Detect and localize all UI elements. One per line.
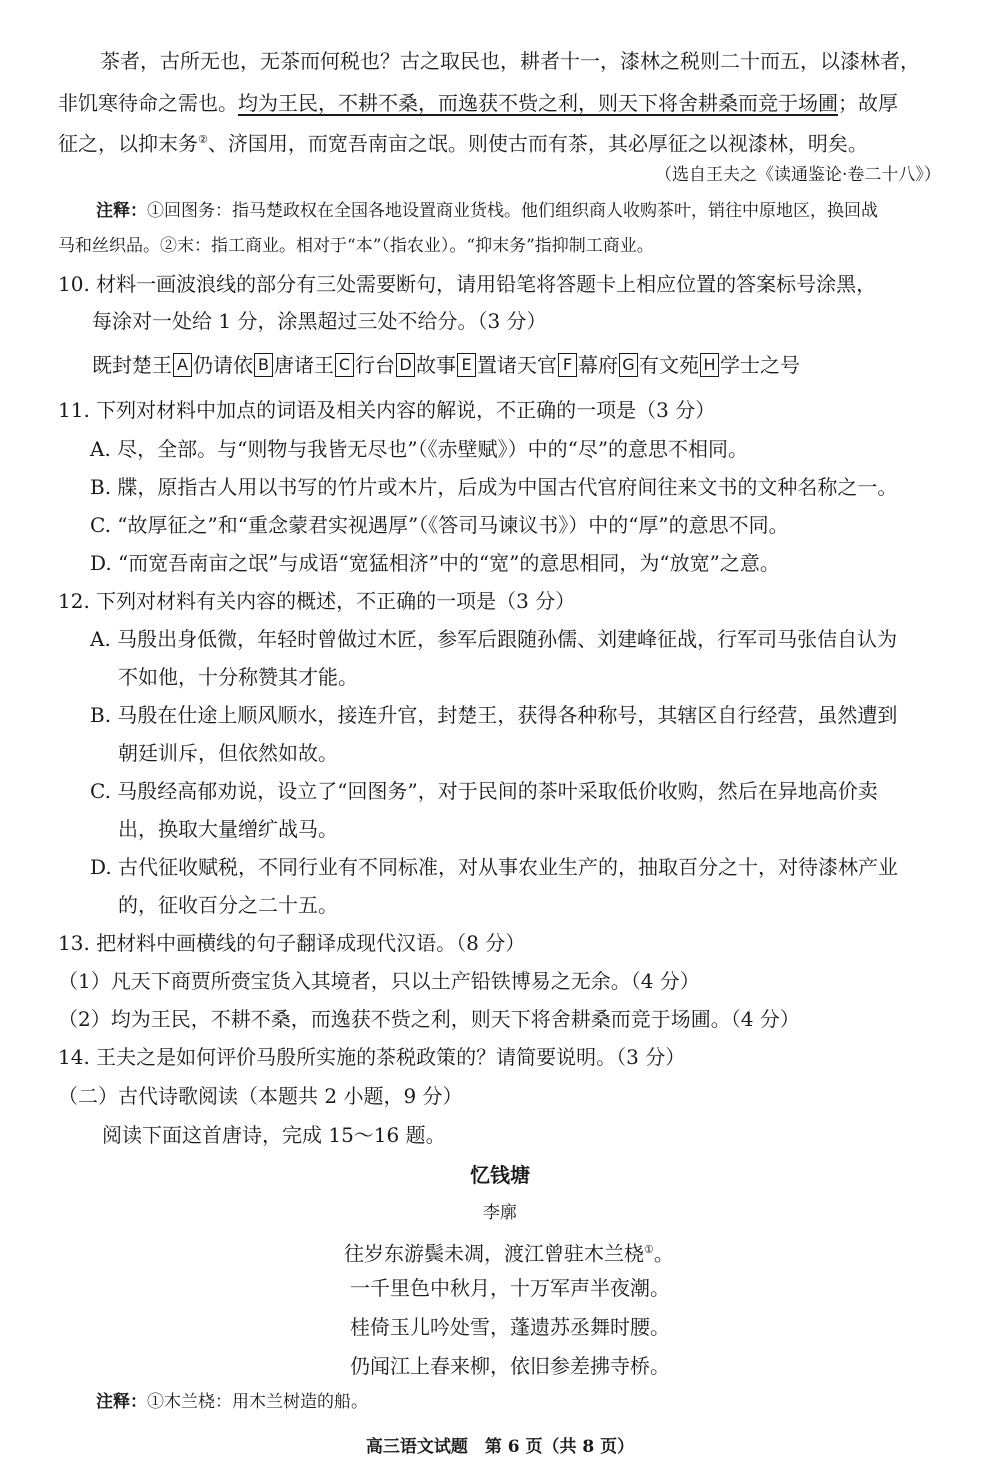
answer-mark-box[interactable]: D: [396, 353, 415, 377]
q10-stem-line-2: 每涂对一处给 1 分，涂黑超过三处不给分。（3 分）: [92, 309, 547, 333]
q10-segment: 有文苑: [639, 353, 699, 377]
poem-note: 注释：①木兰桡：用木兰树造的船。: [96, 1392, 368, 1412]
q13-sentence-1: （1）凡天下商贾所赍宝货入其境者，只以土产铅铁博易之无余。（4 分）: [58, 969, 700, 993]
answer-mark-box[interactable]: E: [457, 353, 476, 377]
poem-line-2: 一千里色中秋月，十万军声半夜潮。: [350, 1276, 670, 1300]
passage-line-1: 茶者，古所无也，无茶而何税也？古之取民也，耕者十一，漆林之税则二十而五，以漆林者，: [100, 49, 920, 73]
poem-line-1: 往岁东游鬓未凋，渡江曾驻木兰桡①。: [344, 1241, 674, 1266]
poem-note-label: 注释：: [96, 1392, 147, 1412]
q10-segment: 唐诸王: [274, 353, 334, 377]
q14-stem: 14. 王夫之是如何评价马殷所实施的茶税政策的？请简要说明。（3 分）: [58, 1045, 686, 1069]
notes-label: 注释：: [96, 201, 147, 221]
q10-segment: 故事: [416, 353, 456, 377]
q12-stem: 12. 下列对材料有关内容的概述，不正确的一项是（3 分）: [58, 589, 576, 613]
passage-source: （选自王夫之《读通鉴论·卷二十八》）: [655, 165, 941, 185]
answer-mark-box[interactable]: G: [619, 353, 638, 377]
q12-option-b-line-2: 朝廷训斥，但依然如故。: [118, 741, 338, 765]
page-footer: 高三语文试题 第 6 页（共 8 页）: [365, 1437, 635, 1457]
poem-author: 李廓: [483, 1203, 517, 1223]
q11-option-c: C. “故厚征之”和“重念蒙君实视遇厚”（《答司马谏议书》）中的“厚”的意思不同。: [90, 513, 789, 537]
q10-segment: 仍请依: [193, 353, 253, 377]
q12-option-a-line-1: A. 马殷出身低微，年轻时曾做过木匠，参军后跟随孙儒、刘建峰征战，行军司马张佶自认为: [90, 627, 898, 651]
q10-stem-line-1: 10. 材料一画波浪线的部分有三处需要断句，请用铅笔将答题卡上相应位置的答案标号涂黑，: [58, 272, 877, 296]
poem-title: 忆钱塘: [470, 1163, 530, 1187]
answer-mark-box[interactable]: C: [335, 353, 354, 377]
q13-stem: 13. 把材料中画横线的句子翻译成现代汉语。（8 分）: [58, 931, 526, 955]
section-instruction: 阅读下面这首唐诗，完成 15～16 题。: [102, 1123, 446, 1147]
answer-mark-box[interactable]: B: [254, 353, 273, 377]
q11-option-d: D. “而宽吾南亩之氓”与成语“宽猛相济”中的“宽”的意思相同，为“放宽”之意。: [90, 551, 780, 575]
q12-option-c-line-1: C. 马殷经高郁劝说，设立了“回图务”，对于民间的茶叶采取低价收购，然后在异地高价卖: [90, 779, 878, 803]
passage-line-2: 非饥寒待命之需也。均为王民，不耕不桑，而逸获不赀之利，则天下将舍耕桑而竞于场圃；故厚: [58, 91, 898, 115]
poem-line-4: 仍闻江上春来柳，依旧参差拂寺桥。: [350, 1354, 670, 1378]
q12-option-b-line-1: B. 马殷在仕途上顺风顺水，接连升官，封楚王，获得各种称号，其辖区自行经营，虽然遭到: [90, 703, 898, 727]
passage-line-3: 征之，以抑末务②、济国用，而宽吾南亩之氓。则使古而有茶，其必厚征之以视漆林，明矣。: [58, 131, 868, 156]
q12-option-c-line-2: 出，换取大量缯纩战马。: [118, 817, 338, 841]
q10-segment: 幕府: [578, 353, 618, 377]
poem-line-3: 桂倚玉儿吟处雪，蓬遗苏丞舞时腰。: [350, 1315, 670, 1339]
notes-line-2: 马和丝织品。②末：指工商业。相对于“本”（指农业）。“抑末务”指抑制工商业。: [58, 236, 654, 256]
q12-option-d-line-2: 的，征收百分之二十五。: [118, 893, 338, 917]
q13-sentence-2: （2）均为王民，不耕不桑，而逸获不赀之利，则天下将舍耕桑而竞于场圃。（4 分）: [58, 1007, 800, 1031]
answer-mark-box[interactable]: F: [558, 353, 577, 377]
q10-segment: 置诸天官: [477, 353, 557, 377]
q11-stem: 11. 下列对材料中加点的词语及相关内容的解说，不正确的一项是（3 分）: [58, 398, 716, 422]
footnote-ref-1: ①: [644, 1243, 654, 1256]
underlined-sentence: 均为王民，不耕不桑，而逸获不赀之利，则天下将舍耕桑而竞于场圃: [238, 91, 838, 115]
q12-option-d-line-1: D. 古代征收赋税，不同行业有不同标准，对从事农业生产的，抽取百分之十，对待漆林产业: [90, 855, 899, 879]
footnote-ref-2: ②: [198, 133, 208, 146]
answer-mark-box[interactable]: H: [700, 353, 719, 377]
q10-segment: 学士之号: [720, 353, 800, 377]
answer-mark-box[interactable]: A: [173, 353, 192, 377]
section-heading: （二）古代诗歌阅读（本题共 2 小题，9 分）: [58, 1084, 463, 1108]
q11-option-a: A. 尽，全部。与“则物与我皆无尽也”（《赤壁赋》）中的“尽”的意思不相同。: [90, 437, 749, 461]
notes-line-1: 注释：①回图务：指马楚政权在全国各地设置商业货栈。他们组织商人收购茶叶，销往中原地区，换回战: [96, 201, 878, 221]
q10-segment: 既封楚王: [92, 353, 172, 377]
q11-option-b: B. 牒，原指古人用以书写的竹片或木片，后成为中国古代官府间往来文书的文种名称之一。: [90, 475, 898, 499]
q10-sentence: [92, 350, 800, 380]
q10-segment: 行台: [355, 353, 395, 377]
q12-option-a-line-2: 不如他，十分称赞其才能。: [118, 665, 358, 689]
